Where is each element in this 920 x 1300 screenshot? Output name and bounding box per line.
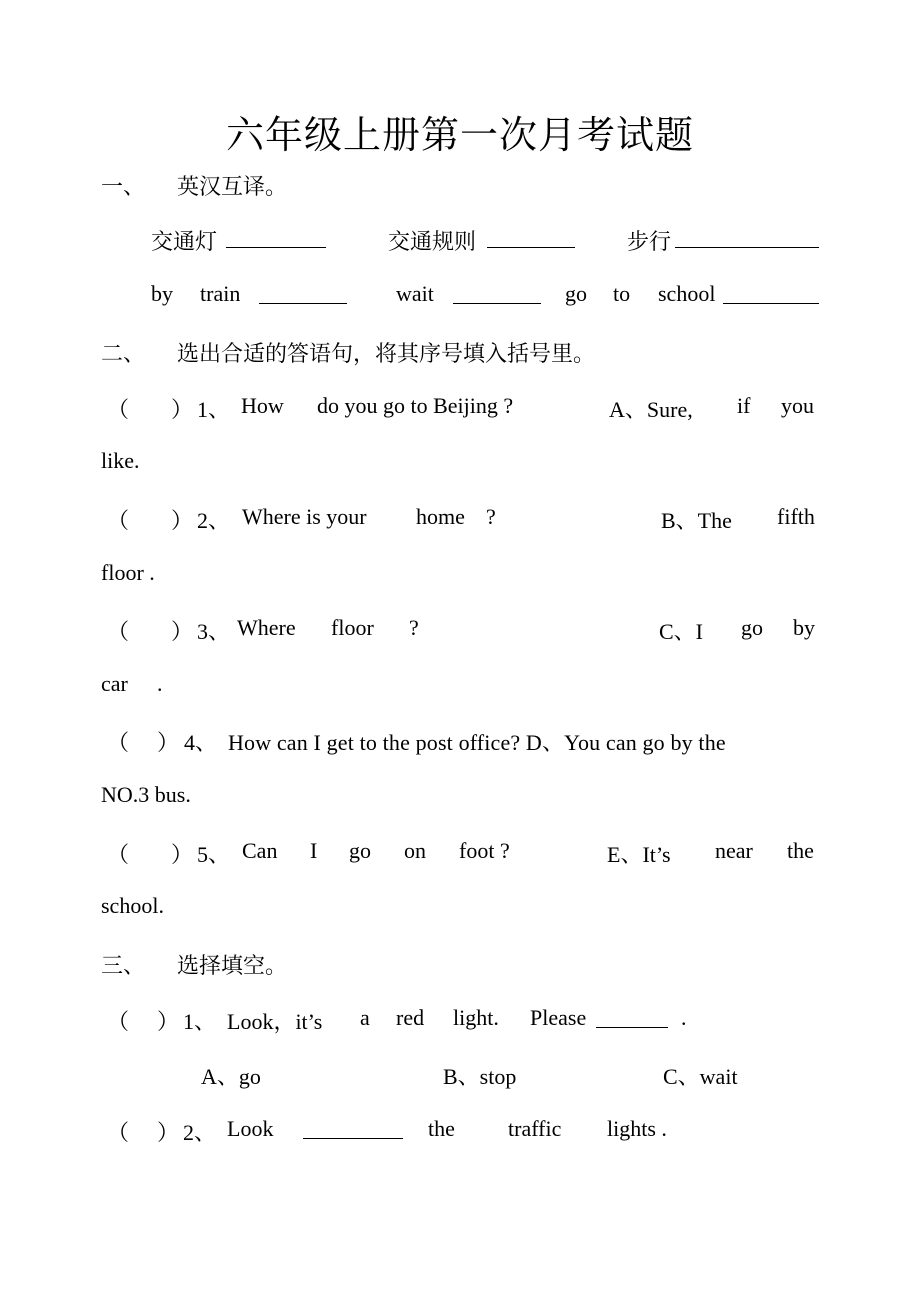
- translation-row-2: [101, 281, 819, 315]
- question-text: How: [241, 393, 284, 418]
- answer-blank[interactable]: [303, 1116, 403, 1139]
- term-word: wait: [396, 281, 434, 306]
- question-2-3-continued: [101, 671, 819, 705]
- question-3-1: [101, 1005, 819, 1039]
- answer-paren-close: ）: [171, 619, 194, 644]
- answer-paren-open[interactable]: （: [107, 1009, 130, 1034]
- question-text: floor: [331, 615, 374, 640]
- option-text: near: [715, 838, 753, 863]
- page-title: 六年级上册第一次月考试题: [225, 115, 694, 157]
- question-2-2: [101, 504, 819, 538]
- option-text: if: [737, 393, 751, 418]
- answer-paren-open[interactable]: （: [107, 1120, 130, 1145]
- option-a: A、go: [201, 1064, 261, 1089]
- answer-blank[interactable]: [596, 1005, 668, 1028]
- answer-blank[interactable]: [675, 225, 819, 248]
- option-text: the: [787, 838, 814, 863]
- question-text: foot ?: [459, 838, 510, 863]
- option-text: .: [157, 671, 163, 696]
- question-text: go: [349, 838, 371, 863]
- answer-paren-open[interactable]: （: [107, 397, 130, 422]
- option-c: C、wait: [663, 1064, 738, 1089]
- answer-blank[interactable]: [723, 281, 819, 304]
- question-2-5-continued: [101, 893, 819, 927]
- option-b: B、stop: [443, 1064, 517, 1089]
- question-number: 2、: [197, 508, 231, 533]
- term-traffic-light: 交通灯: [151, 229, 218, 254]
- option-text: like.: [101, 448, 140, 473]
- section-1-header: [101, 170, 819, 204]
- answer-blank[interactable]: [226, 225, 326, 248]
- translation-row-1: [101, 225, 819, 259]
- question-text: the: [428, 1116, 455, 1141]
- option-text: school.: [101, 893, 164, 918]
- section-3-header: [101, 949, 819, 983]
- answer-paren-close: ）: [171, 842, 194, 867]
- question-text: home: [416, 504, 465, 529]
- question-number: 4、: [184, 730, 218, 755]
- answer-blank[interactable]: [259, 281, 347, 304]
- option-text: B、The: [661, 508, 732, 533]
- option-text: by: [793, 615, 815, 640]
- question-text: red: [396, 1005, 425, 1030]
- option-text: A、Sure,: [609, 397, 693, 422]
- term-walk: 步行: [627, 229, 672, 254]
- question-2-4-continued: [101, 782, 819, 816]
- option-text: floor .: [101, 560, 155, 585]
- question-text: a: [360, 1005, 370, 1030]
- answer-paren-close: ）: [157, 1009, 180, 1034]
- question-2-5: [101, 838, 819, 872]
- question-number: 2、: [183, 1120, 217, 1145]
- question-text: ?: [486, 504, 496, 529]
- question-text: .: [681, 1005, 687, 1030]
- term-word: train: [200, 281, 241, 306]
- option-text: you: [781, 393, 814, 418]
- question-text: Can: [242, 838, 278, 863]
- option-text: go: [741, 615, 763, 640]
- question-2-2-continued: [101, 560, 819, 594]
- question-text: light.: [453, 1005, 499, 1030]
- answer-paren-open[interactable]: （: [107, 508, 130, 533]
- term-word: school: [658, 281, 716, 306]
- question-text: Look: [227, 1116, 274, 1141]
- term-word: go: [565, 281, 587, 306]
- section-number: 一、: [101, 174, 146, 199]
- option-text: fifth: [777, 504, 815, 529]
- section-heading: 选择填空。: [177, 953, 288, 978]
- question-text: ?: [409, 615, 419, 640]
- term-word: to: [613, 281, 631, 306]
- question-3-2: [101, 1116, 819, 1150]
- question-text: Where is your: [242, 504, 367, 529]
- section-heading: 选出合适的答语句，将其序号填入括号里。: [177, 341, 596, 366]
- question-text: Please: [530, 1005, 587, 1030]
- answer-paren-open[interactable]: （: [107, 842, 130, 867]
- question-text: do you go to Beijing ?: [317, 393, 514, 418]
- answer-paren-close: ）: [157, 1120, 180, 1145]
- question-number: 5、: [197, 842, 231, 867]
- option-text: car: [101, 671, 128, 696]
- question-3-1-options: [101, 1060, 819, 1094]
- answer-blank[interactable]: [487, 225, 575, 248]
- question-text: How can I get to the post office? D、You can go by the: [228, 730, 726, 755]
- question-number: 1、: [183, 1009, 217, 1034]
- question-text: on: [404, 838, 426, 863]
- option-text: NO.3 bus.: [101, 782, 191, 807]
- question-text: Look，it’s: [227, 1009, 323, 1034]
- answer-paren-close: ）: [171, 397, 194, 422]
- question-number: 3、: [197, 619, 231, 644]
- section-number: 三、: [101, 953, 146, 978]
- section-number: 二、: [101, 341, 146, 366]
- section-2-header: [101, 337, 819, 371]
- question-text: I: [310, 838, 318, 863]
- answer-paren-close: ）: [171, 508, 194, 533]
- question-text: traffic: [508, 1116, 562, 1141]
- section-heading: 英汉互译。: [177, 174, 288, 199]
- term-traffic-rules: 交通规则: [388, 229, 477, 254]
- question-2-1-continued: [101, 448, 819, 482]
- answer-paren-open[interactable]: （: [107, 619, 130, 644]
- question-text: lights .: [607, 1116, 667, 1141]
- option-text: C、I: [659, 619, 704, 644]
- question-2-1: [101, 393, 819, 427]
- question-text: Where: [237, 615, 296, 640]
- answer-blank[interactable]: [453, 281, 541, 304]
- answer-paren-open[interactable]: （: [107, 730, 130, 755]
- term-word: by: [151, 281, 173, 306]
- answer-paren-close: ）: [157, 730, 180, 755]
- question-number: 1、: [197, 397, 231, 422]
- option-text: E、It’s: [607, 842, 671, 867]
- question-2-4: [101, 726, 819, 760]
- question-2-3: [101, 615, 819, 649]
